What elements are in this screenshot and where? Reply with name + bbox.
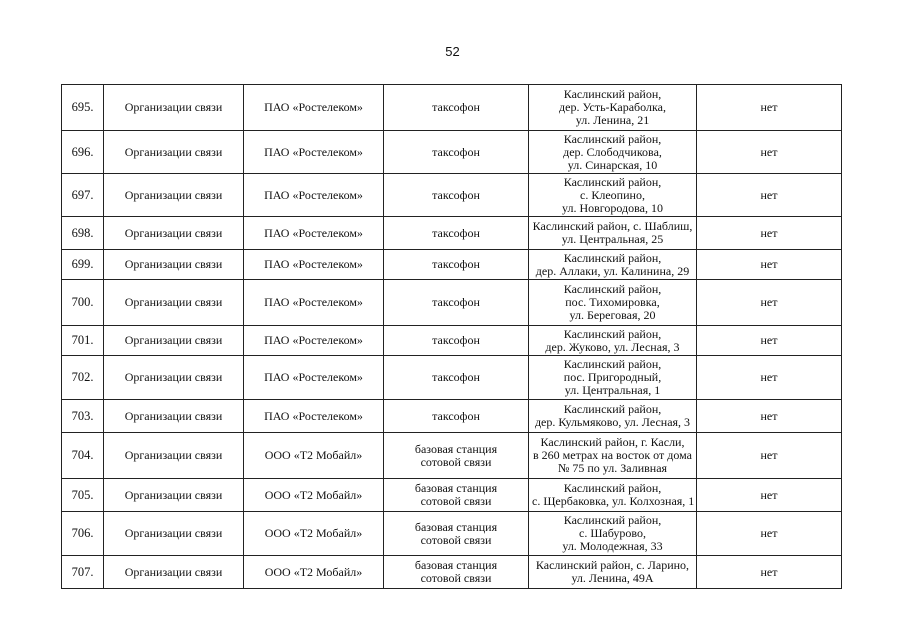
address-line: ул. Ленина, 21 [575,113,650,127]
category-cell: Организации связи [104,479,244,512]
address-cell [529,326,697,356]
flag-cell: нет [697,479,842,512]
category-cell: Организации связи [104,512,244,556]
address-line: № 75 по ул. Заливная [557,461,668,475]
address-line: пос. Пригородный, [563,370,662,384]
address-line: с. Щербаковка, ул. Колхозная, 1 [532,494,695,508]
address-cell [529,556,697,589]
table-row [62,131,842,174]
object-type-cell [384,400,529,433]
address-line: дер. Аллаки, ул. Калинина, 29 [535,263,690,278]
object-type-cell [384,280,529,326]
object-type-line: таксофон [432,100,480,114]
object-type-line: базовая станция [414,481,498,495]
address-line: Каслинский район, с. Ларино, [535,558,690,572]
organization-cell: ООО «Т2 Мобайл» [244,512,384,556]
category-cell: Организации связи [104,280,244,326]
table-row [62,250,842,280]
address-line: Каслинский район, [563,282,662,296]
address-cell [529,280,697,326]
organization-cell: ПАО «Ростелеком» [244,131,384,174]
object-type-line: базовая станция [414,519,498,534]
address-line: Каслинский район, [563,481,662,495]
table-row [62,326,842,356]
address-line: ул. Береговая, 20 [569,308,656,322]
flag-cell: нет [697,280,842,326]
table-row [62,85,842,131]
row-number-cell: 700. [62,280,104,326]
flag-cell: нет [697,217,842,250]
organization-cell: ПАО «Ростелеком» [244,174,384,217]
category-cell: Организации связи [104,250,244,280]
row-number-cell: 702. [62,356,104,400]
object-type-cell [384,556,529,589]
object-type-line: сотовой связи [420,532,492,547]
address-line: пос. Тихомировка, [565,295,660,309]
category-cell: Организации связи [104,131,244,174]
address-line: ул. Новгородова, 10 [561,200,663,215]
page-number: 52 [445,44,460,59]
flag-cell: нет [697,400,842,433]
object-type-cell [384,326,529,356]
organization-cell: ПАО «Ростелеком» [244,400,384,433]
category-cell: Организации связи [104,85,244,131]
object-type-cell [384,479,529,512]
flag-cell: нет [697,250,842,280]
address-cell [529,512,697,556]
row-number-cell: 695. [62,85,104,131]
category-cell: Организации связи [104,356,244,400]
category-cell: Организации связи [104,400,244,433]
object-type-cell [384,217,529,250]
address-cell [529,356,697,400]
category-cell: Организации связи [104,217,244,250]
category-cell: Организации связи [104,326,244,356]
object-type-cell [384,433,529,479]
address-line: дер. Кульмяково, ул. Лесная, 3 [534,415,691,429]
organization-cell: ПАО «Ростелеком» [244,250,384,280]
object-type-line: сотовой связи [420,494,492,508]
address-line: Каслинский район, [563,402,662,416]
flag-cell: нет [697,174,842,217]
address-line: дер. Жуково, ул. Лесная, 3 [545,339,680,354]
address-line: Каслинский район, [563,250,662,265]
flag-cell: нет [697,512,842,556]
row-number-cell: 698. [62,217,104,250]
row-number-cell: 701. [62,326,104,356]
organization-cell: ПАО «Ростелеком» [244,280,384,326]
object-type-line: таксофон [432,225,480,240]
object-type-cell [384,356,529,400]
address-line: ул. Центральная, 1 [564,383,661,397]
table-row [62,280,842,326]
table-row [62,356,842,400]
object-type-line: базовая станция [414,441,498,456]
address-line: Каслинский район, [563,513,662,527]
address-cell [529,400,697,433]
address-line: Каслинский район, [563,87,662,101]
address-cell [529,250,697,280]
address-line: Каслинский район, [563,131,662,146]
organization-cell: ООО «Т2 Мобайл» [244,556,384,589]
object-type-cell [384,131,529,174]
flag-cell: нет [697,131,842,174]
flag-cell: нет [697,356,842,400]
category-cell: Организации связи [104,433,244,479]
address-cell [529,479,697,512]
object-type-line: сотовой связи [420,454,492,469]
object-type-line: таксофон [432,187,480,202]
organization-cell: ПАО «Ростелеком» [244,85,384,131]
object-type-cell [384,250,529,280]
object-type-cell [384,512,529,556]
address-cell [529,131,697,174]
flag-cell: нет [697,326,842,356]
table-row [62,556,842,589]
organization-cell: ПАО «Ростелеком» [244,356,384,400]
table-row [62,400,842,433]
row-number-cell: 705. [62,479,104,512]
row-number-cell: 699. [62,250,104,280]
object-type-line: таксофон [432,370,480,384]
address-line: дер. Усть-Караболка, [559,100,666,114]
table-row [62,217,842,250]
object-type-line: таксофон [432,295,480,309]
row-number-cell: 703. [62,400,104,433]
object-type-cell [384,85,529,131]
address-line: с. Шабурово, [579,526,646,540]
address-line: Каслинский район, [563,174,662,189]
address-cell [529,85,697,131]
address-line: Каслинский район, г. Касли, [540,435,685,449]
table-row [62,433,842,479]
registry-table-body [62,85,842,589]
flag-cell: нет [697,556,842,589]
address-line: дер. Слободчикова, [563,144,662,159]
table-row [62,479,842,512]
address-line: с. Клеопино, [580,187,645,202]
category-cell: Организации связи [104,556,244,589]
table-row [62,174,842,217]
row-number-cell: 706. [62,512,104,556]
object-type-line: таксофон [432,333,480,347]
address-line: ул. Синарская, 10 [567,157,658,172]
address-cell [529,174,697,217]
row-number-cell: 704. [62,433,104,479]
address-line: ул. Молодежная, 33 [562,539,663,553]
table-row [62,512,842,556]
row-number-cell: 696. [62,131,104,174]
object-type-line: базовая станция [414,558,498,572]
row-number-cell: 697. [62,174,104,217]
organization-cell: ООО «Т2 Мобайл» [244,433,384,479]
address-line: Каслинский район, [563,326,662,341]
category-cell: Организации связи [104,174,244,217]
address-line: в 260 метрах на восток от дома [533,448,692,462]
object-type-line: таксофон [432,257,480,271]
object-type-line: сотовой связи [420,571,492,585]
organization-cell: ПАО «Ростелеком» [244,217,384,250]
address-line: ул. Ленина, 49А [571,571,654,585]
organization-cell: ПАО «Ростелеком» [244,326,384,356]
address-cell [529,433,697,479]
object-type-line: таксофон [432,144,480,159]
organization-cell: ООО «Т2 Мобайл» [244,479,384,512]
address-line: ул. Центральная, 25 [561,232,664,246]
address-cell [529,217,697,250]
address-line: Каслинский район, [563,357,662,371]
registry-table [61,84,842,589]
object-type-line: таксофон [432,408,480,423]
flag-cell: нет [697,433,842,479]
address-line: Каслинский район, с. Шаблиш, [532,219,693,233]
row-number-cell: 707. [62,556,104,589]
object-type-cell [384,174,529,217]
flag-cell: нет [697,85,842,131]
